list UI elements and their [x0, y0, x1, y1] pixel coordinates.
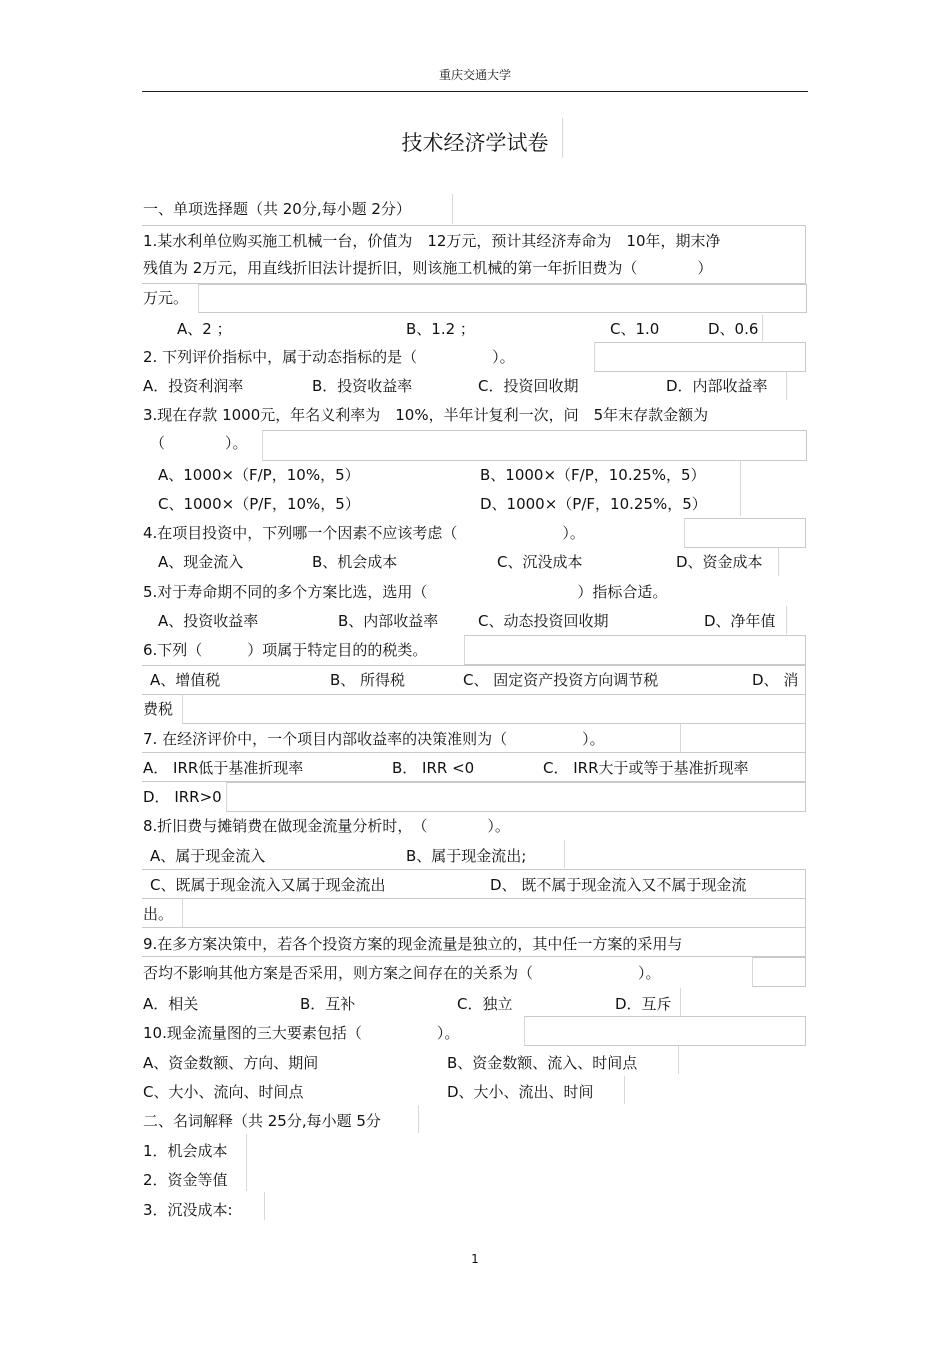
q3-option-a[interactable]: A、1000×（F/P，10%，5）	[158, 466, 360, 484]
q10-option-c[interactable]: C、大小、流向、时间点	[143, 1083, 304, 1101]
q1-line3: 万元。	[143, 289, 189, 307]
frame	[452, 194, 453, 224]
q3-option-b[interactable]: B、1000×（F/P，10.25%，5）	[480, 466, 706, 484]
q9-option-c[interactable]: C．独立	[457, 995, 513, 1013]
term-3: 3．沉没成本:	[143, 1201, 233, 1219]
q3-option-c[interactable]: C、1000×（P/F，10%，5）	[158, 495, 360, 513]
term-1: 1．机会成本	[143, 1142, 228, 1160]
frame	[778, 548, 779, 576]
q7-option-d[interactable]: D． IRR>0	[143, 788, 222, 806]
section1-heading: 一、单项选择题（共 20分,每小题 2分）	[143, 200, 411, 218]
q10-option-b[interactable]: B、资金数额、流入、时间点	[447, 1054, 638, 1072]
q4-option-c[interactable]: C、沉没成本	[497, 553, 583, 571]
q6-option-d-cont: 费税	[143, 700, 174, 718]
frame	[678, 1046, 679, 1074]
q5-stem: 5.对于寿命期不同的多个方案比选，选用（ ）指标合适。	[143, 583, 668, 601]
q9-option-a[interactable]: A．相关	[143, 995, 199, 1013]
frame	[198, 284, 807, 313]
q1-line1: 1.某水利单位购买施工机械一台，价值为 12万元，预计其经济寿命为 10年，期末净	[143, 232, 721, 250]
q9-option-d[interactable]: D．互斥	[615, 995, 672, 1013]
q5-option-d[interactable]: D、净年值	[704, 612, 776, 630]
q3-line1: 3.现在存款 1000元，年名义利率为 10%，半年计复利一次，问 5年末存款金额为	[143, 406, 709, 424]
header-rule	[142, 91, 808, 92]
frame	[464, 635, 806, 665]
q5-option-a[interactable]: A、投资收益率	[158, 612, 259, 630]
q6-option-d[interactable]: D、 消	[752, 671, 799, 689]
q6-option-c[interactable]: C、 固定资产投资方向调节税	[463, 671, 659, 689]
page-header: 重庆交通大学	[438, 68, 511, 82]
frame	[624, 1076, 625, 1104]
frame	[182, 898, 806, 928]
section2-heading: 二、名词解释（共 25分,每小题 5分	[143, 1112, 381, 1130]
q5-option-b[interactable]: B、内部收益率	[338, 612, 439, 630]
q7-stem: 7. 在经济评价中，一个项目内部收益率的决策准则为（ ）。	[143, 730, 605, 748]
frame	[680, 988, 681, 1016]
q10-stem: 10.现金流量图的三大要素包括（ ）。	[143, 1024, 460, 1042]
q6-stem: 6.下列（ ）项属于特定目的的税类。	[143, 641, 428, 659]
frame	[264, 1192, 265, 1220]
frame	[786, 606, 787, 634]
q8-option-d[interactable]: D、 既不属于现金流入又不属于现金流	[490, 876, 747, 894]
q4-option-a[interactable]: A、现金流入	[158, 553, 244, 571]
q7-option-a[interactable]: A． IRR低于基准折现率	[143, 759, 304, 777]
q10-option-a[interactable]: A、资金数额、方向、期间	[143, 1054, 319, 1072]
page-number: 1	[471, 1252, 479, 1266]
frame	[226, 782, 806, 812]
q7-option-c[interactable]: C． IRR大于或等于基准折现率	[543, 759, 749, 777]
frame	[740, 460, 741, 516]
frame	[680, 723, 806, 753]
frame	[786, 372, 787, 400]
q2-option-d[interactable]: D．内部收益率	[666, 377, 768, 395]
q1-option-c[interactable]: C、1.0	[610, 320, 660, 338]
exam-title: 技术经济学试卷	[401, 131, 549, 155]
q2-option-c[interactable]: C．投资回收期	[478, 377, 579, 395]
q9-line1: 9.在多方案决策中，若各个投资方案的现金流量是独立的，其中任一方案的采用与	[143, 935, 683, 953]
frame	[182, 694, 806, 724]
frame	[594, 342, 806, 372]
q5-option-c[interactable]: C、动态投资回收期	[478, 612, 609, 630]
q1-option-d[interactable]: D、0.6	[708, 320, 759, 338]
frame	[564, 840, 565, 868]
q8-option-d-cont: 出。	[143, 905, 174, 923]
frame	[524, 1016, 806, 1046]
q1-option-b[interactable]: B、1.2 ；	[406, 320, 475, 338]
frame	[752, 957, 806, 987]
frame	[262, 430, 807, 461]
q6-option-b[interactable]: B、 所得税	[330, 671, 406, 689]
q10-option-d[interactable]: D、大小、流出、时间	[447, 1083, 594, 1101]
q2-stem: 2. 下列评价指标中，属于动态指标的是（ ）。	[143, 348, 515, 366]
q8-option-a[interactable]: A、属于现金流入	[150, 847, 266, 865]
q8-option-b[interactable]: B、属于现金流出;	[406, 847, 527, 865]
q4-stem: 4.在项目投资中，下列哪一个因素不应该考虑（ ）。	[143, 524, 585, 542]
frame	[762, 314, 763, 341]
q3-line2: （ ）。	[150, 434, 248, 452]
q7-option-b[interactable]: B． IRR <0	[392, 759, 475, 777]
frame	[418, 1105, 419, 1133]
frame	[246, 1134, 247, 1191]
q4-option-d[interactable]: D、资金成本	[676, 553, 763, 571]
q8-stem: 8.折旧费与摊销费在做现金流量分析时， （ ）。	[143, 817, 510, 835]
q9-option-b[interactable]: B．互补	[300, 995, 356, 1013]
q1-option-a[interactable]: A、2 ；	[177, 320, 232, 338]
q4-option-b[interactable]: B、机会成本	[312, 553, 398, 571]
q6-option-a[interactable]: A、增值税	[150, 671, 221, 689]
q1-line2: 残值为 2万元，用直线折旧法计提折旧，则该施工机械的第一年折旧费为（ ）	[143, 259, 713, 277]
q3-option-d[interactable]: D、1000×（P/F，10.25%，5）	[480, 495, 707, 513]
q2-option-a[interactable]: A．投资利润率	[143, 377, 244, 395]
term-2: 2．资金等值	[143, 1171, 228, 1189]
q9-line2: 否均不影响其他方案是否采用，则方案之间存在的关系为（ ）。	[143, 964, 661, 982]
q8-option-c[interactable]: C、既属于现金流入又属于现金流出	[150, 876, 386, 894]
q2-option-b[interactable]: B．投资收益率	[312, 377, 413, 395]
frame	[684, 518, 806, 548]
